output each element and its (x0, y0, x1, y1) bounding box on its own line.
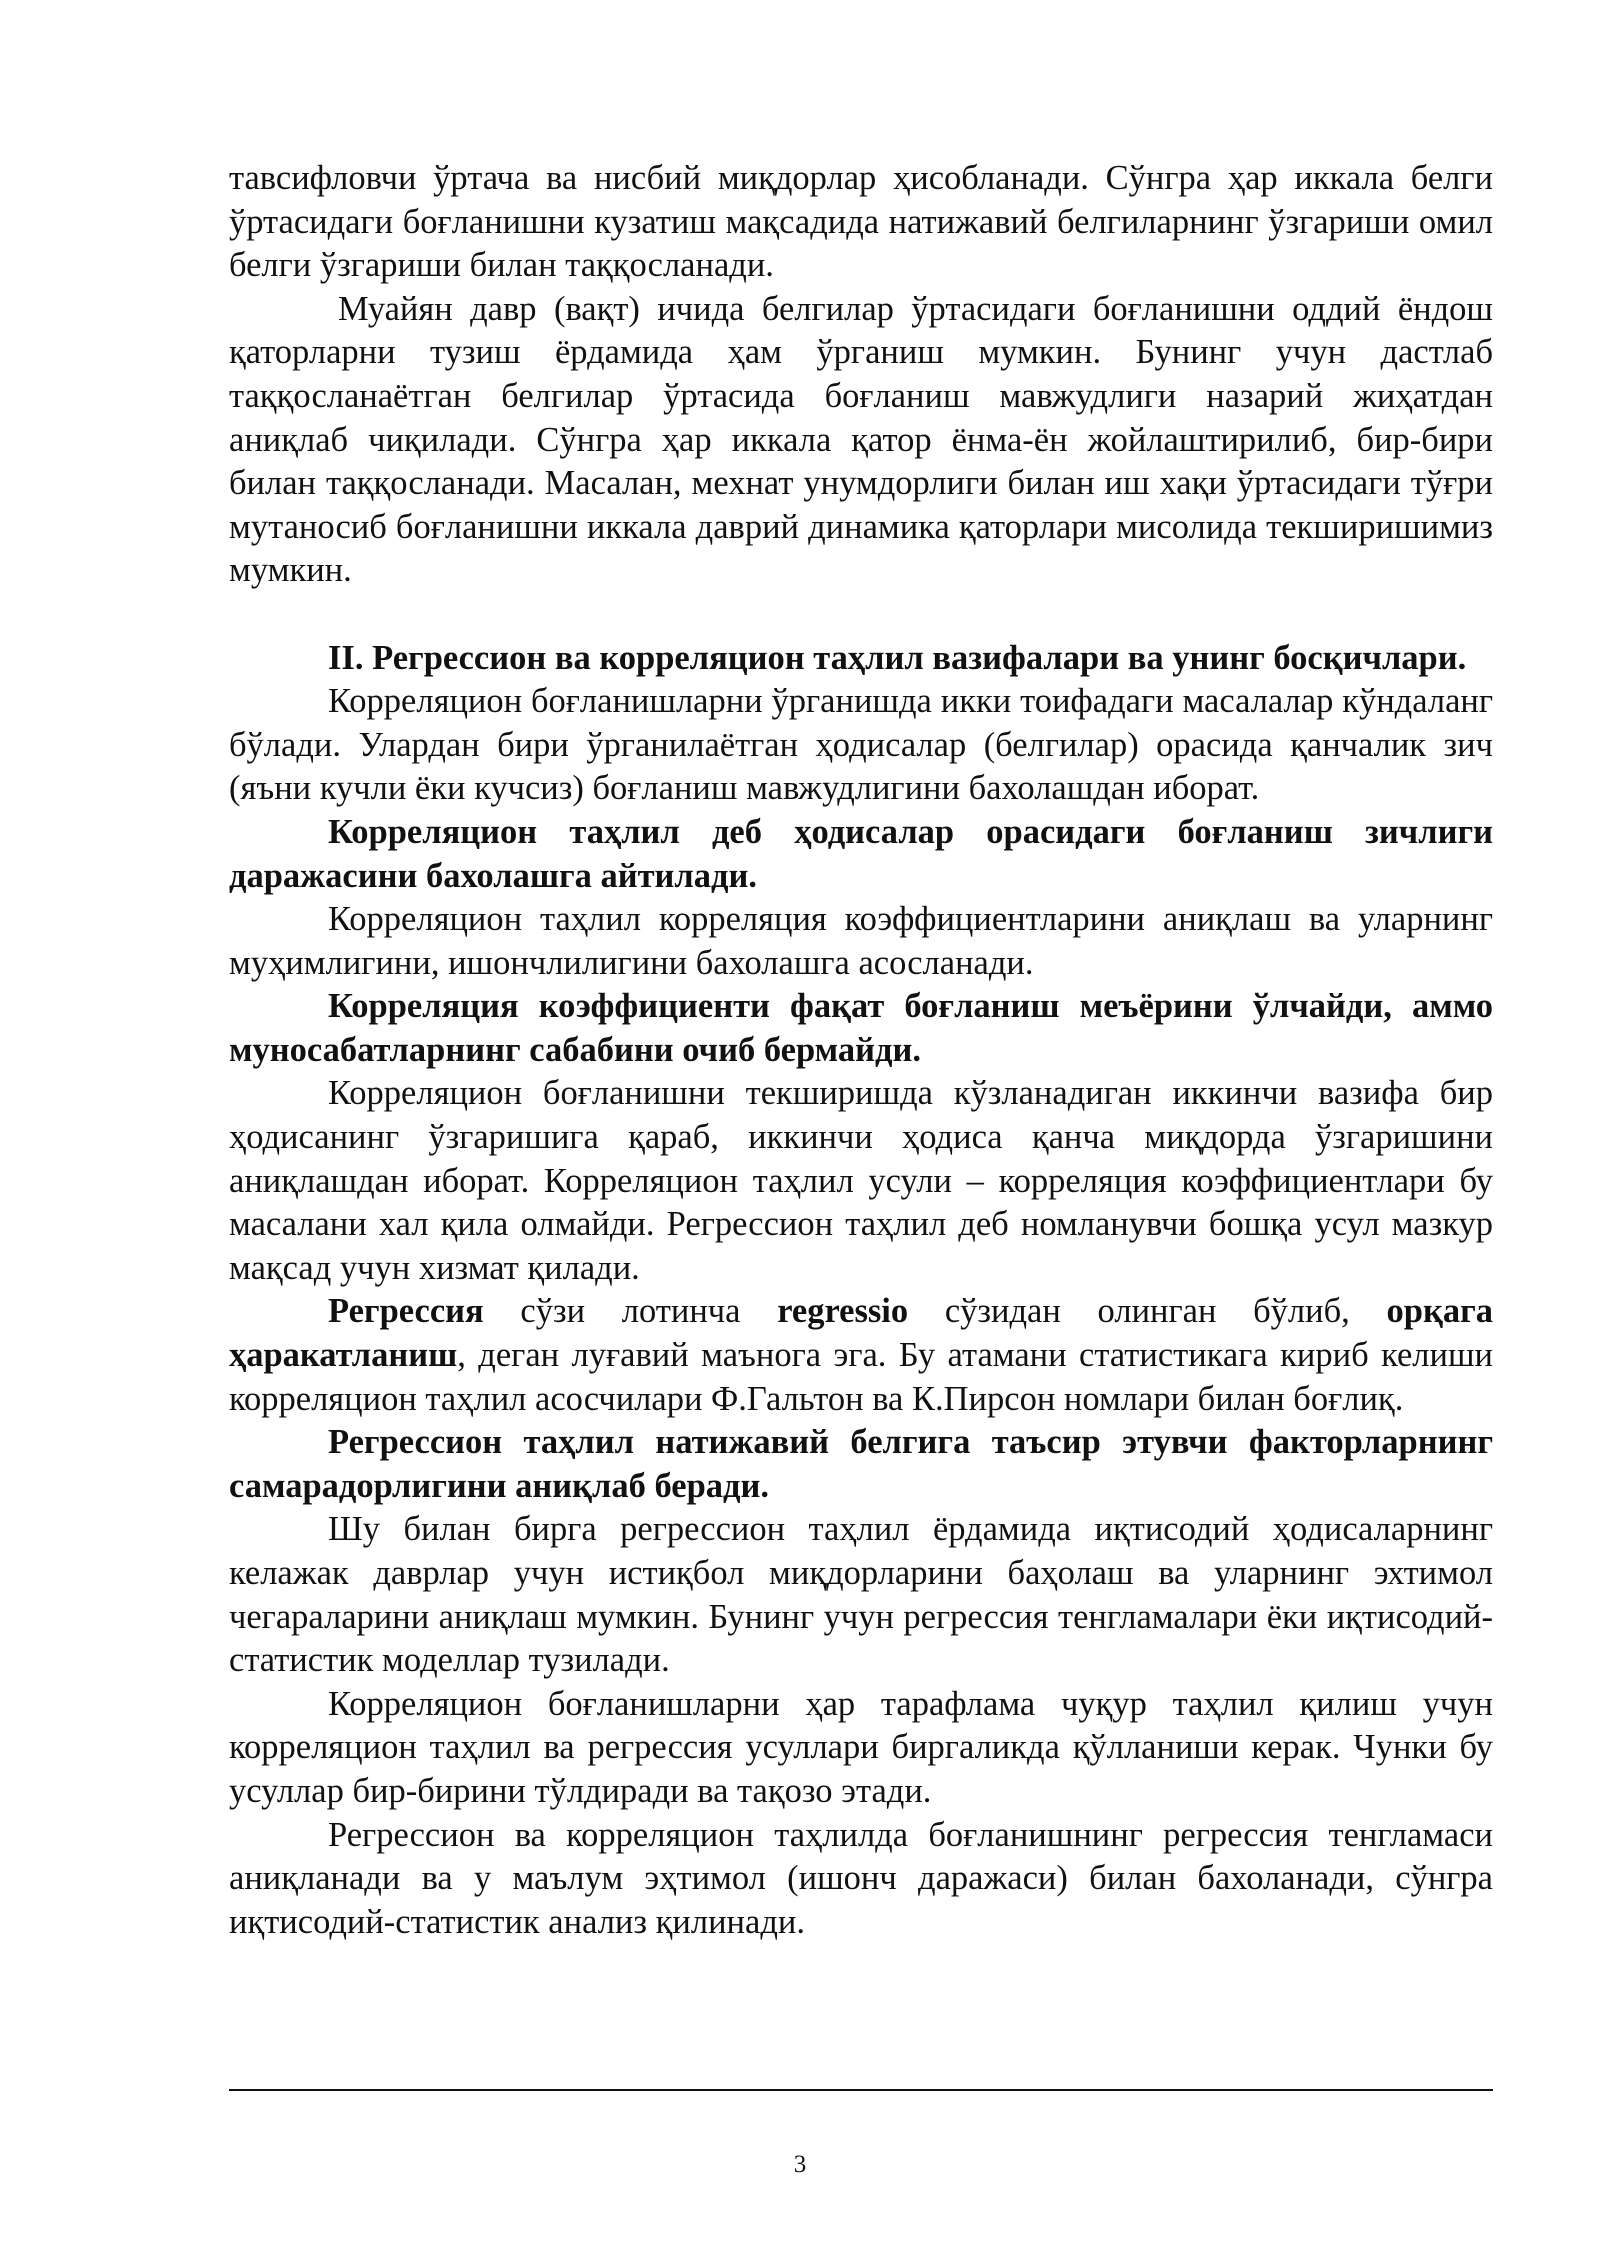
document-body (229, 157, 1493, 1944)
statement-coefficient-measure: Корреляция коэффициенти фақат боғланиш меъёрини ўлчайди, аммо муносабатларнинг сабабини очиб бермайди. (229, 987, 1493, 1069)
term-backward-movement: орқага ҳаракатланиш (229, 1292, 1493, 1375)
paragraph-regression-equation: Регрессион ва корреляцион таҳлилда боғланишнинг регрессия тенгламаси аниқланади ва у маълум эҳтимол (ишонч даражаси) билан бахоланади, сўнгра иқтисодий-статистик анализ қилинади. (229, 1815, 1493, 1941)
paragraph-combined-methods: Корреляцион боғланишларни ҳар тарафлама чуқур таҳлил қилиш учун корреляцион таҳлил ва регрессия усуллари биргаликда қўлланиши керак. Чунки бу усуллар бир-бирини тўлдиради ва тақозо этади. (229, 1684, 1493, 1810)
section-heading: II. Регрессион ва корреляцион таҳлил вазифалари ва унинг босқичлари. (328, 638, 1467, 677)
definition-correlation-analysis: Корреляцион таҳлил деб ҳодисалар орасидаги боғланиш зичлиги даражасини бахолашга айтилади. (229, 812, 1493, 895)
page-number: 3 (793, 2151, 807, 2178)
paragraph-forecasting: Шу билан бирга регрессион таҳлил ёрдамида иқтисодий ҳодисаларнинг келажак даврлар учун истиқбол миқдорларини баҳолаш ва уларнинг эхтимол чегараларини аниқлаш мумкин. Бунинг учун регрессия тенгламалари ёки иқтисодий-статистик моделлар тузилади. (229, 1510, 1493, 1680)
statement-regression-analysis: Регрессион таҳлил натижавий белгига таъсир этувчи факторларнинг самарадорлигини аниқлаб беради. (229, 1423, 1493, 1505)
term-regression: Регрессия (328, 1292, 484, 1331)
footer-divider (229, 2089, 1493, 2091)
paragraph-spacer (229, 593, 1493, 637)
term-regressio: regressio (777, 1292, 909, 1331)
paragraph-regression-etymology: Регрессия сўзи лотинча regressio сўзидан олинган бўлиб, орқага ҳаракатланиш, деган луғавий маънога эга. Бу атамани статистикага кириб келиши корреляцион таҳлил асосчилари Ф.Гальтон ва К.Пирсон номлари билан боғлиқ. (229, 1292, 1493, 1418)
paragraph-continuation: тавсифловчи ўртача ва нисбий миқдорлар ҳисобланади. Сўнгра ҳар иккала белги ўртасидаги боғланишни кузатиш мақсадида натижавий белгиларнинг ўзгариши омил белги ўзгариши билан таққосланади. (229, 159, 1493, 285)
paragraph-second-task: Корреляцион боғланишни текширишда кўзланадиган иккинчи вазифа бир ҳодисанинг ўзгаришига қараб, иккинчи ҳодиса қанча миқдорда ўзгаришини аниқлашдан иборат. Корреляцион таҳлил усули – корреляция коэффициентлари бу масалани хал қила олмайди. Регрессион таҳлил деб номланувчи бошқа усул мазкур мақсад учун хизмат қилади. (229, 1074, 1493, 1287)
paragraph-parallel-series: Муайян давр (вақт) ичида белгилар ўртасидаги боғланишни оддий ёндош қаторларни тузиш ёрдамида ҳам ўрганиш мумкин. Бунинг учун дастлаб таққосланаётган белгилар ўртасида боғланиш мавжудлиги назарий жиҳатдан аниқлаб чиқилади. Сўнгра ҳар иккала қатор ёнма-ён жойлаштирилиб, бир-бири билан таққосланади. Масалан, мехнат унумдорлиги билан иш хақи ўртасидаги тўғри мутаносиб боғланишни иккала даврий динамика қаторлари мисолида текширишимиз мумкин. (229, 289, 1493, 590)
paragraph-correlation-coefficients: Корреляцион таҳлил корреляция коэффициентларини аниқлаш ва уларнинг муҳимлигини, ишончлилигини бахолашга асосланади. (229, 900, 1493, 982)
paragraph-two-tasks: Корреляцион боғланишларни ўрганишда икки тоифадаги масалалар кўндаланг бўлади. Улардан бири ўрганилаётган ҳодисалар (белгилар) орасида қанчалик зич (яъни кучли ёки кучсиз) боғланиш мавжудлигини бахолашдан иборат. (229, 682, 1493, 808)
